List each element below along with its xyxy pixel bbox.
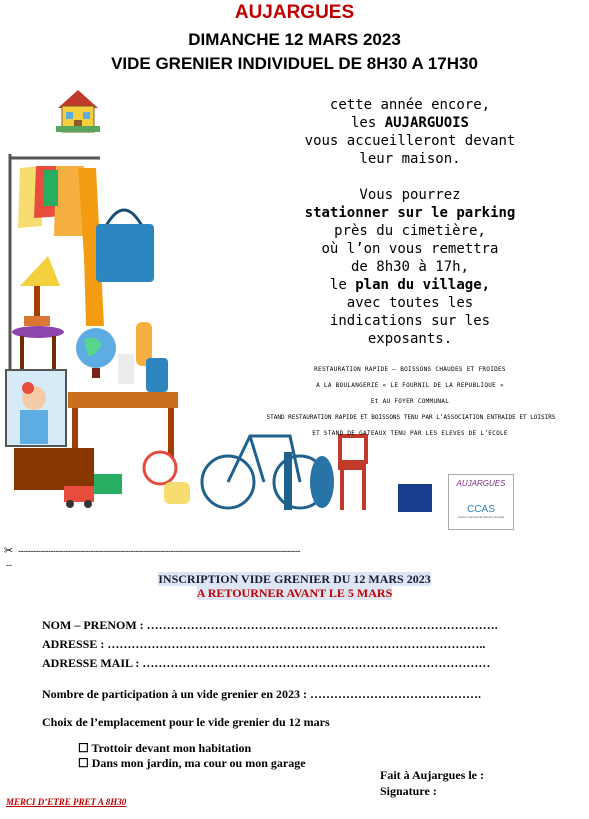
- pitcher-icon: [146, 358, 168, 392]
- info-line: ET STAND DE GATEAUX TENU PAR LES ELEVES DE L’ECOLE: [312, 430, 508, 437]
- info-line: STAND RESTAURATION RAPIDE ET BOISSONS TENU PAR L’ASSOCIATION ENTRAIDE ET LOISIRS: [266, 414, 556, 421]
- intro-line: de 8h30 à 17h,: [350, 259, 469, 275]
- cut-line: -----------------------------------------------------------------------------------------------------------------: [18, 546, 301, 556]
- option-garden[interactable]: ☐ Dans mon jardin, ma cour ou mon garage: [78, 756, 306, 770]
- intro-line: où l’on vous remettra: [321, 241, 499, 257]
- choice-title: Choix de l’emplacement pour le vide grenier du 12 mars: [42, 715, 330, 729]
- checkbox-icon[interactable]: ☐: [78, 756, 92, 770]
- logo-sub: CCAS: [467, 504, 495, 515]
- intro-line: stationner sur le parking: [304, 205, 516, 221]
- intro-line: le plan du village,: [329, 277, 491, 293]
- form-title: INSCRIPTION VIDE GRENIER DU 12 MARS 2023: [158, 572, 431, 586]
- shopping-bag-icon: [398, 484, 432, 512]
- checkbox-icon[interactable]: ☐: [78, 741, 92, 755]
- blue-vase-icon: [310, 456, 334, 508]
- intro-line: avec toutes les: [346, 295, 474, 311]
- poster-town: AUJARGUES: [234, 2, 355, 23]
- info-line: Et AU FOYER COMMUNAL: [370, 398, 450, 405]
- clock-icon: [144, 452, 176, 484]
- mail-field[interactable]: ADRESSE MAIL : ……………………………………………………………………………: [42, 656, 491, 670]
- poster-event-title: VIDE GRENIER INDIVIDUEL DE 8H30 A 17H30: [111, 54, 478, 73]
- intro-line: exposants.: [367, 331, 453, 347]
- suitcase-icon: [94, 474, 122, 494]
- scissors-icon: ✂: [4, 545, 14, 557]
- trunk-icon: [14, 448, 94, 490]
- name-field[interactable]: NOM – PRENOM : …………………………………………………………………………….: [42, 618, 498, 632]
- intro-line: les AUJARGUOIS: [350, 115, 469, 131]
- teapot-icon: [164, 482, 190, 504]
- portrait-icon: [6, 370, 66, 446]
- footer-note: MERCI D’ETRE PRET A 8H30: [6, 797, 127, 807]
- toy-car-icon: [64, 486, 94, 508]
- chair-icon: [338, 436, 366, 510]
- logo-tagline: Centre Communal d'Action Sociale: [457, 515, 505, 519]
- lamp-icon: [20, 256, 60, 326]
- logo-name: AUJARGUES: [456, 479, 506, 488]
- form-subtitle: A RETOURNER AVANT LE 5 MARS: [196, 586, 393, 600]
- intro-line: indications sur les: [329, 313, 491, 329]
- ccas-logo: [448, 474, 514, 530]
- intro-line: près du cimetière,: [334, 223, 486, 239]
- intro-text: [260, 96, 560, 348]
- handbag-icon: [96, 210, 154, 282]
- option-sidewalk[interactable]: ☐ Trottoir devant mon habitation: [78, 741, 252, 755]
- bottle-icon: [118, 354, 134, 384]
- bicycle-icon: [202, 436, 326, 508]
- intro-line: Vous pourrez: [359, 187, 461, 203]
- intro-line: cette année encore,: [329, 97, 491, 113]
- signature-label: Signature :: [380, 784, 437, 798]
- poster-date: DIMANCHE 12 MARS 2023: [188, 30, 401, 49]
- intro-line: vous accueilleront devant: [304, 133, 516, 149]
- candelabra-icon: [284, 452, 292, 510]
- cut-line-end: --: [6, 560, 12, 570]
- side-table-icon: [12, 326, 64, 376]
- participation-field[interactable]: Nombre de participation à un vide grenier en 2023 : …………………………………….: [42, 687, 481, 701]
- info-line: RESTAURATION RAPIDE – BOISSONS CHAUDES ET FROIDES: [314, 366, 506, 373]
- intro-line: leur maison.: [359, 151, 461, 167]
- house-icon: [56, 90, 100, 132]
- done-at-label: Fait à Aujargues le :: [380, 768, 484, 782]
- globe-icon: [76, 328, 116, 378]
- address-field[interactable]: ADRESSE : …………………………………………………………………………………..: [42, 637, 486, 651]
- info-line: A LA BOULANGERIE « LE FOURNIL DE LA REPUBLIQUE »: [316, 382, 504, 389]
